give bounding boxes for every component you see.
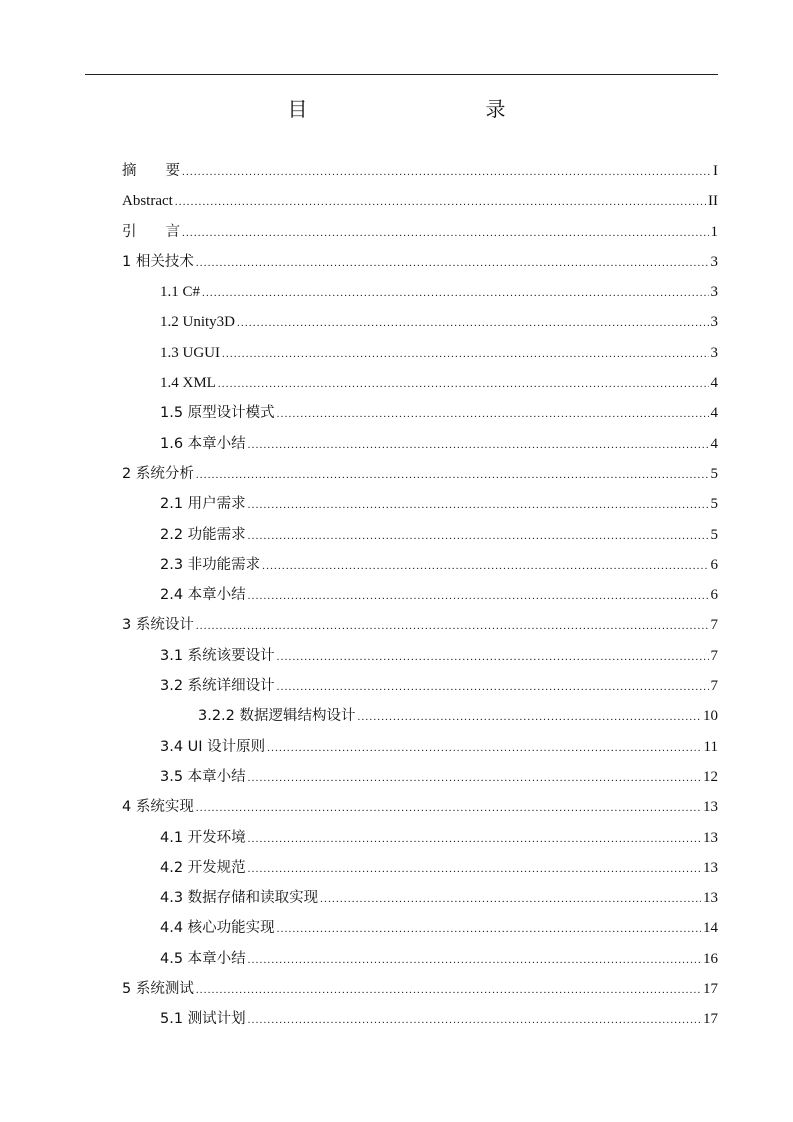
toc-entry[interactable]: [122, 853, 718, 883]
toc-page-number: 6: [710, 587, 718, 604]
toc-page-number: 17: [703, 981, 718, 998]
toc-entry-label: 1.3 UGUI: [160, 344, 220, 361]
toc-page-number: 7: [710, 647, 718, 664]
toc-dot-leader: [182, 218, 709, 248]
toc-dot-leader: [248, 430, 709, 460]
toc-entry[interactable]: [122, 338, 718, 368]
toc-entry[interactable]: [122, 156, 718, 186]
toc-entry[interactable]: [122, 762, 718, 792]
toc-dot-leader: [267, 733, 701, 763]
toc-entry[interactable]: [122, 520, 718, 550]
toc-entry-label: 2 系统分析: [122, 465, 194, 482]
toc-entry[interactable]: [122, 580, 718, 610]
toc-entry[interactable]: [122, 217, 718, 247]
toc-entry-label: 3.2.2 数据逻辑结构设计: [198, 708, 356, 725]
toc-entry-label: 5.1 测试计划: [160, 1011, 246, 1028]
toc-entry[interactable]: [122, 641, 718, 671]
toc-page-number: 3: [710, 344, 718, 361]
toc-page-number: 4: [710, 405, 718, 422]
toc-entry-label: 3.2 系统详细设计: [160, 678, 275, 695]
toc-dot-leader: [248, 521, 709, 551]
toc-dot-leader: [196, 248, 709, 278]
toc-dot-leader: [277, 642, 709, 672]
toc-page-number: 7: [710, 678, 718, 695]
toc-dot-leader: [248, 581, 709, 611]
toc-entry-label: 4 系统实现: [122, 799, 194, 816]
toc-dot-leader: [248, 1005, 701, 1035]
toc-dot-leader: [248, 824, 701, 854]
toc-page-number: 1: [710, 223, 718, 240]
toc-page-number: 6: [710, 556, 718, 573]
toc-entry-label: 1.1 C#: [160, 284, 201, 301]
toc-dot-leader: [320, 884, 701, 914]
toc-dot-leader: [182, 157, 711, 187]
toc-dot-leader: [358, 702, 701, 732]
toc-entry-label: 1.6 本章小结: [160, 435, 246, 452]
toc-entry-label: 3.4 UI 设计原则: [160, 738, 266, 755]
toc-entry[interactable]: [122, 307, 718, 337]
toc-page-number: 13: [703, 829, 718, 846]
toc-entry[interactable]: [122, 913, 718, 943]
toc-dot-leader: [196, 793, 701, 823]
toc-entry-label: 2.4 本章小结: [160, 587, 246, 604]
toc-page-number: 4: [710, 435, 718, 452]
toc-page-number: 7: [710, 617, 718, 634]
toc-entry-label: 2.1 用户需求: [160, 496, 246, 513]
toc-entry-label: 1.5 原型设计模式: [160, 405, 275, 422]
toc-page-number: 4: [710, 375, 718, 392]
toc-entry[interactable]: [122, 610, 718, 640]
toc-page-number: 13: [703, 890, 718, 907]
toc-entry-label: 4.3 数据存储和读取实现: [160, 890, 319, 907]
toc-page-number: 3: [710, 284, 718, 301]
toc-dot-leader: [196, 611, 709, 641]
toc-entry[interactable]: [122, 1004, 718, 1034]
toc-dot-leader: [248, 490, 709, 520]
toc-page-number: 5: [710, 465, 718, 482]
toc-entry-label: 摘 要: [122, 163, 180, 179]
toc-dot-leader: [248, 763, 701, 793]
toc-entry[interactable]: [122, 277, 718, 307]
toc-dot-leader: [277, 914, 701, 944]
toc-entry-label: 1.2 Unity3D: [160, 314, 235, 331]
toc-entry-label: 4.2 开发规范: [160, 859, 246, 876]
toc-entry[interactable]: [122, 398, 718, 428]
toc-entry-label: Abstract: [122, 193, 173, 210]
toc-entry-label: 4.4 核心功能实现: [160, 920, 275, 937]
toc-page-number: I: [713, 163, 718, 179]
toc-dot-leader: [248, 945, 701, 975]
toc-dot-leader: [262, 551, 708, 581]
toc-entry[interactable]: [122, 459, 718, 489]
header-rule: [85, 74, 718, 75]
toc-page-number: 17: [703, 1011, 718, 1028]
toc-entry-label: 5 系统测试: [122, 981, 194, 998]
toc-dot-leader: [175, 187, 706, 217]
toc-dot-leader: [248, 854, 701, 884]
toc-page-number: 16: [703, 950, 718, 967]
toc-page-number: 10: [703, 708, 718, 725]
toc-entry-label: 引 言: [122, 223, 180, 240]
toc-dot-leader: [218, 369, 709, 399]
toc-entry[interactable]: [122, 550, 718, 580]
toc-dot-leader: [196, 460, 709, 490]
toc-entry-label: 2.2 功能需求: [160, 526, 246, 543]
toc-page-number: 11: [703, 738, 718, 755]
toc-entry-label: 1.4 XML: [160, 375, 216, 392]
toc-entry-label: 4.1 开发环境: [160, 829, 246, 846]
toc-entry-label: 3 系统设计: [122, 617, 194, 634]
toc-entry[interactable]: [122, 489, 718, 519]
toc-page-number: 5: [710, 496, 718, 513]
toc-entry-label: 3.1 系统该要设计: [160, 647, 275, 664]
toc-page-number: 12: [703, 768, 718, 785]
toc-page-number: II: [708, 193, 718, 210]
page-title: 目 录: [287, 97, 552, 121]
toc-page-number: 13: [703, 859, 718, 876]
toc-dot-leader: [202, 278, 708, 308]
toc-entry[interactable]: [122, 429, 718, 459]
toc-entry[interactable]: [122, 186, 718, 216]
toc-entry[interactable]: [122, 823, 718, 853]
toc-dot-leader: [277, 399, 709, 429]
toc-entry[interactable]: [122, 974, 718, 1004]
toc-page-number: 3: [710, 253, 718, 270]
toc-entry[interactable]: [122, 368, 718, 398]
toc-entry[interactable]: [122, 883, 718, 913]
toc-entry-label: 3.5 本章小结: [160, 768, 246, 785]
toc-entry[interactable]: [122, 701, 718, 731]
toc-page-number: 14: [703, 920, 718, 937]
toc-entry[interactable]: [122, 247, 718, 277]
toc-dot-leader: [237, 308, 709, 338]
toc-entry[interactable]: [122, 792, 718, 822]
toc-dot-leader: [277, 672, 709, 702]
toc-entry-label: 4.5 本章小结: [160, 950, 246, 967]
toc-dot-leader: [196, 975, 701, 1005]
toc-entry[interactable]: [122, 671, 718, 701]
toc-entry-label: 2.3 非功能需求: [160, 556, 261, 573]
toc-page-number: 3: [710, 314, 718, 331]
toc-entry[interactable]: [122, 732, 718, 762]
toc-dot-leader: [222, 339, 709, 369]
toc-entry[interactable]: [122, 944, 718, 974]
toc-page-number: 13: [703, 799, 718, 816]
table-of-contents: [122, 156, 718, 1035]
toc-page-number: 5: [710, 526, 718, 543]
toc-entry-label: 1 相关技术: [122, 253, 194, 270]
